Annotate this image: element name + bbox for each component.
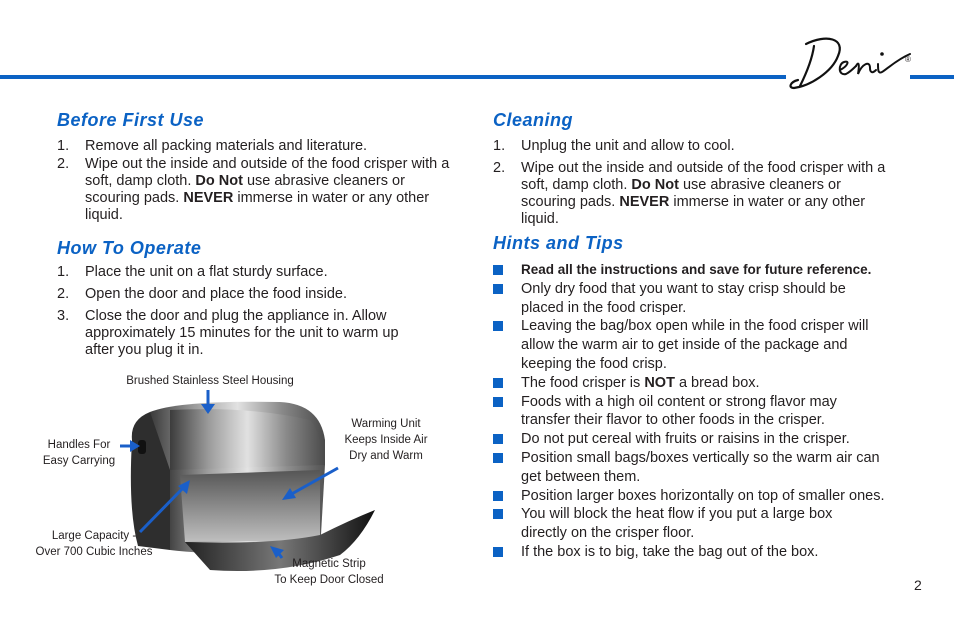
square-bullet-icon xyxy=(493,378,503,388)
deni-logo xyxy=(786,26,916,98)
page-number: 2 xyxy=(914,577,922,593)
list-item: 2. Wipe out the inside and outside of the food crisper with a soft, damp cloth. Do Not use abrasive cleaners or scouring pads. NEVER immerse in water or any other liquid. xyxy=(493,160,886,227)
how-to-operate-heading: How To Operate xyxy=(57,238,202,258)
square-bullet-icon xyxy=(493,509,503,519)
list-item: Position small bags/boxes vertically so the warm air can get between them. xyxy=(493,449,903,487)
product-diagram xyxy=(20,370,440,590)
header-rule xyxy=(0,75,786,79)
handles-arrowhead xyxy=(130,440,140,452)
list-item: 1. Place the unit on a flat sturdy surface. xyxy=(57,264,328,280)
list-item: 1. Unplug the unit and allow to cool. xyxy=(493,138,735,154)
list-item: 2. Open the door and place the food inside. xyxy=(57,286,347,302)
square-bullet-icon xyxy=(493,265,503,275)
registered-mark: ® xyxy=(905,55,911,64)
list-item: 2. Wipe out the inside and outside of the food crisper with a soft, damp cloth. Do Not use abrasive cleaners or scouring pads. NEVER immerse in water or any other liquid. xyxy=(57,156,450,223)
list-item: Read all the instructions and save for future reference. xyxy=(493,261,903,280)
how-to-operate-list xyxy=(57,264,457,359)
list-item: You will block the heat flow if you put a large box directly on the crisper floor. xyxy=(493,505,871,543)
cleaning-list xyxy=(493,138,895,228)
square-bullet-icon xyxy=(493,547,503,557)
list-item: 1. Remove all packing materials and literature. xyxy=(57,138,368,154)
header-rule-right xyxy=(910,75,954,79)
square-bullet-icon xyxy=(493,453,503,463)
list-item: The food crisper is NOT a bread box. xyxy=(493,374,903,393)
list-item: If the box is to big, take the bag out of the box. xyxy=(493,543,903,562)
callout-capacity: Large Capacity - Over 700 Cubic Inches xyxy=(35,530,153,558)
callout-housing: Brushed Stainless Steel Housing xyxy=(126,375,294,387)
square-bullet-icon xyxy=(493,397,503,407)
hints-and-tips-heading: Hints and Tips xyxy=(493,233,624,253)
list-item: Foods with a high oil content or strong flavor may transfer their flavor to other foods in the crisper. xyxy=(493,393,871,431)
callout-warming: Warming Unit Keeps Inside Air Dry and Warm xyxy=(344,418,428,462)
list-item: Only dry food that you want to stay crisp should be placed in the food crisper. xyxy=(493,280,871,318)
square-bullet-icon xyxy=(493,491,503,501)
list-item: Position larger boxes horizontally on top of smaller ones. xyxy=(493,487,903,506)
callout-magnetic: Magnetic Strip To Keep Door Closed xyxy=(274,558,384,586)
list-item: Leaving the bag/box open while in the food crisper will allow the warm air to get inside of the package and keeping the food crisp. xyxy=(493,317,901,373)
square-bullet-icon xyxy=(493,321,503,331)
before-first-use-heading: Before First Use xyxy=(57,110,205,130)
before-first-use-list xyxy=(57,138,457,224)
list-item: Do not put cereal with fruits or raisins in the crisper. xyxy=(493,430,903,449)
callout-handles: Handles For Easy Carrying xyxy=(42,439,116,467)
housing-arrowhead xyxy=(201,404,215,414)
cleaning-heading: Cleaning xyxy=(493,110,574,130)
square-bullet-icon xyxy=(493,284,503,294)
square-bullet-icon xyxy=(493,434,503,444)
list-item: 3. Close the door and plug the appliance in. Allow approximately 15 minutes for the unit to warm up after you plug it in. xyxy=(57,308,399,358)
hints-and-tips-list xyxy=(493,261,903,562)
